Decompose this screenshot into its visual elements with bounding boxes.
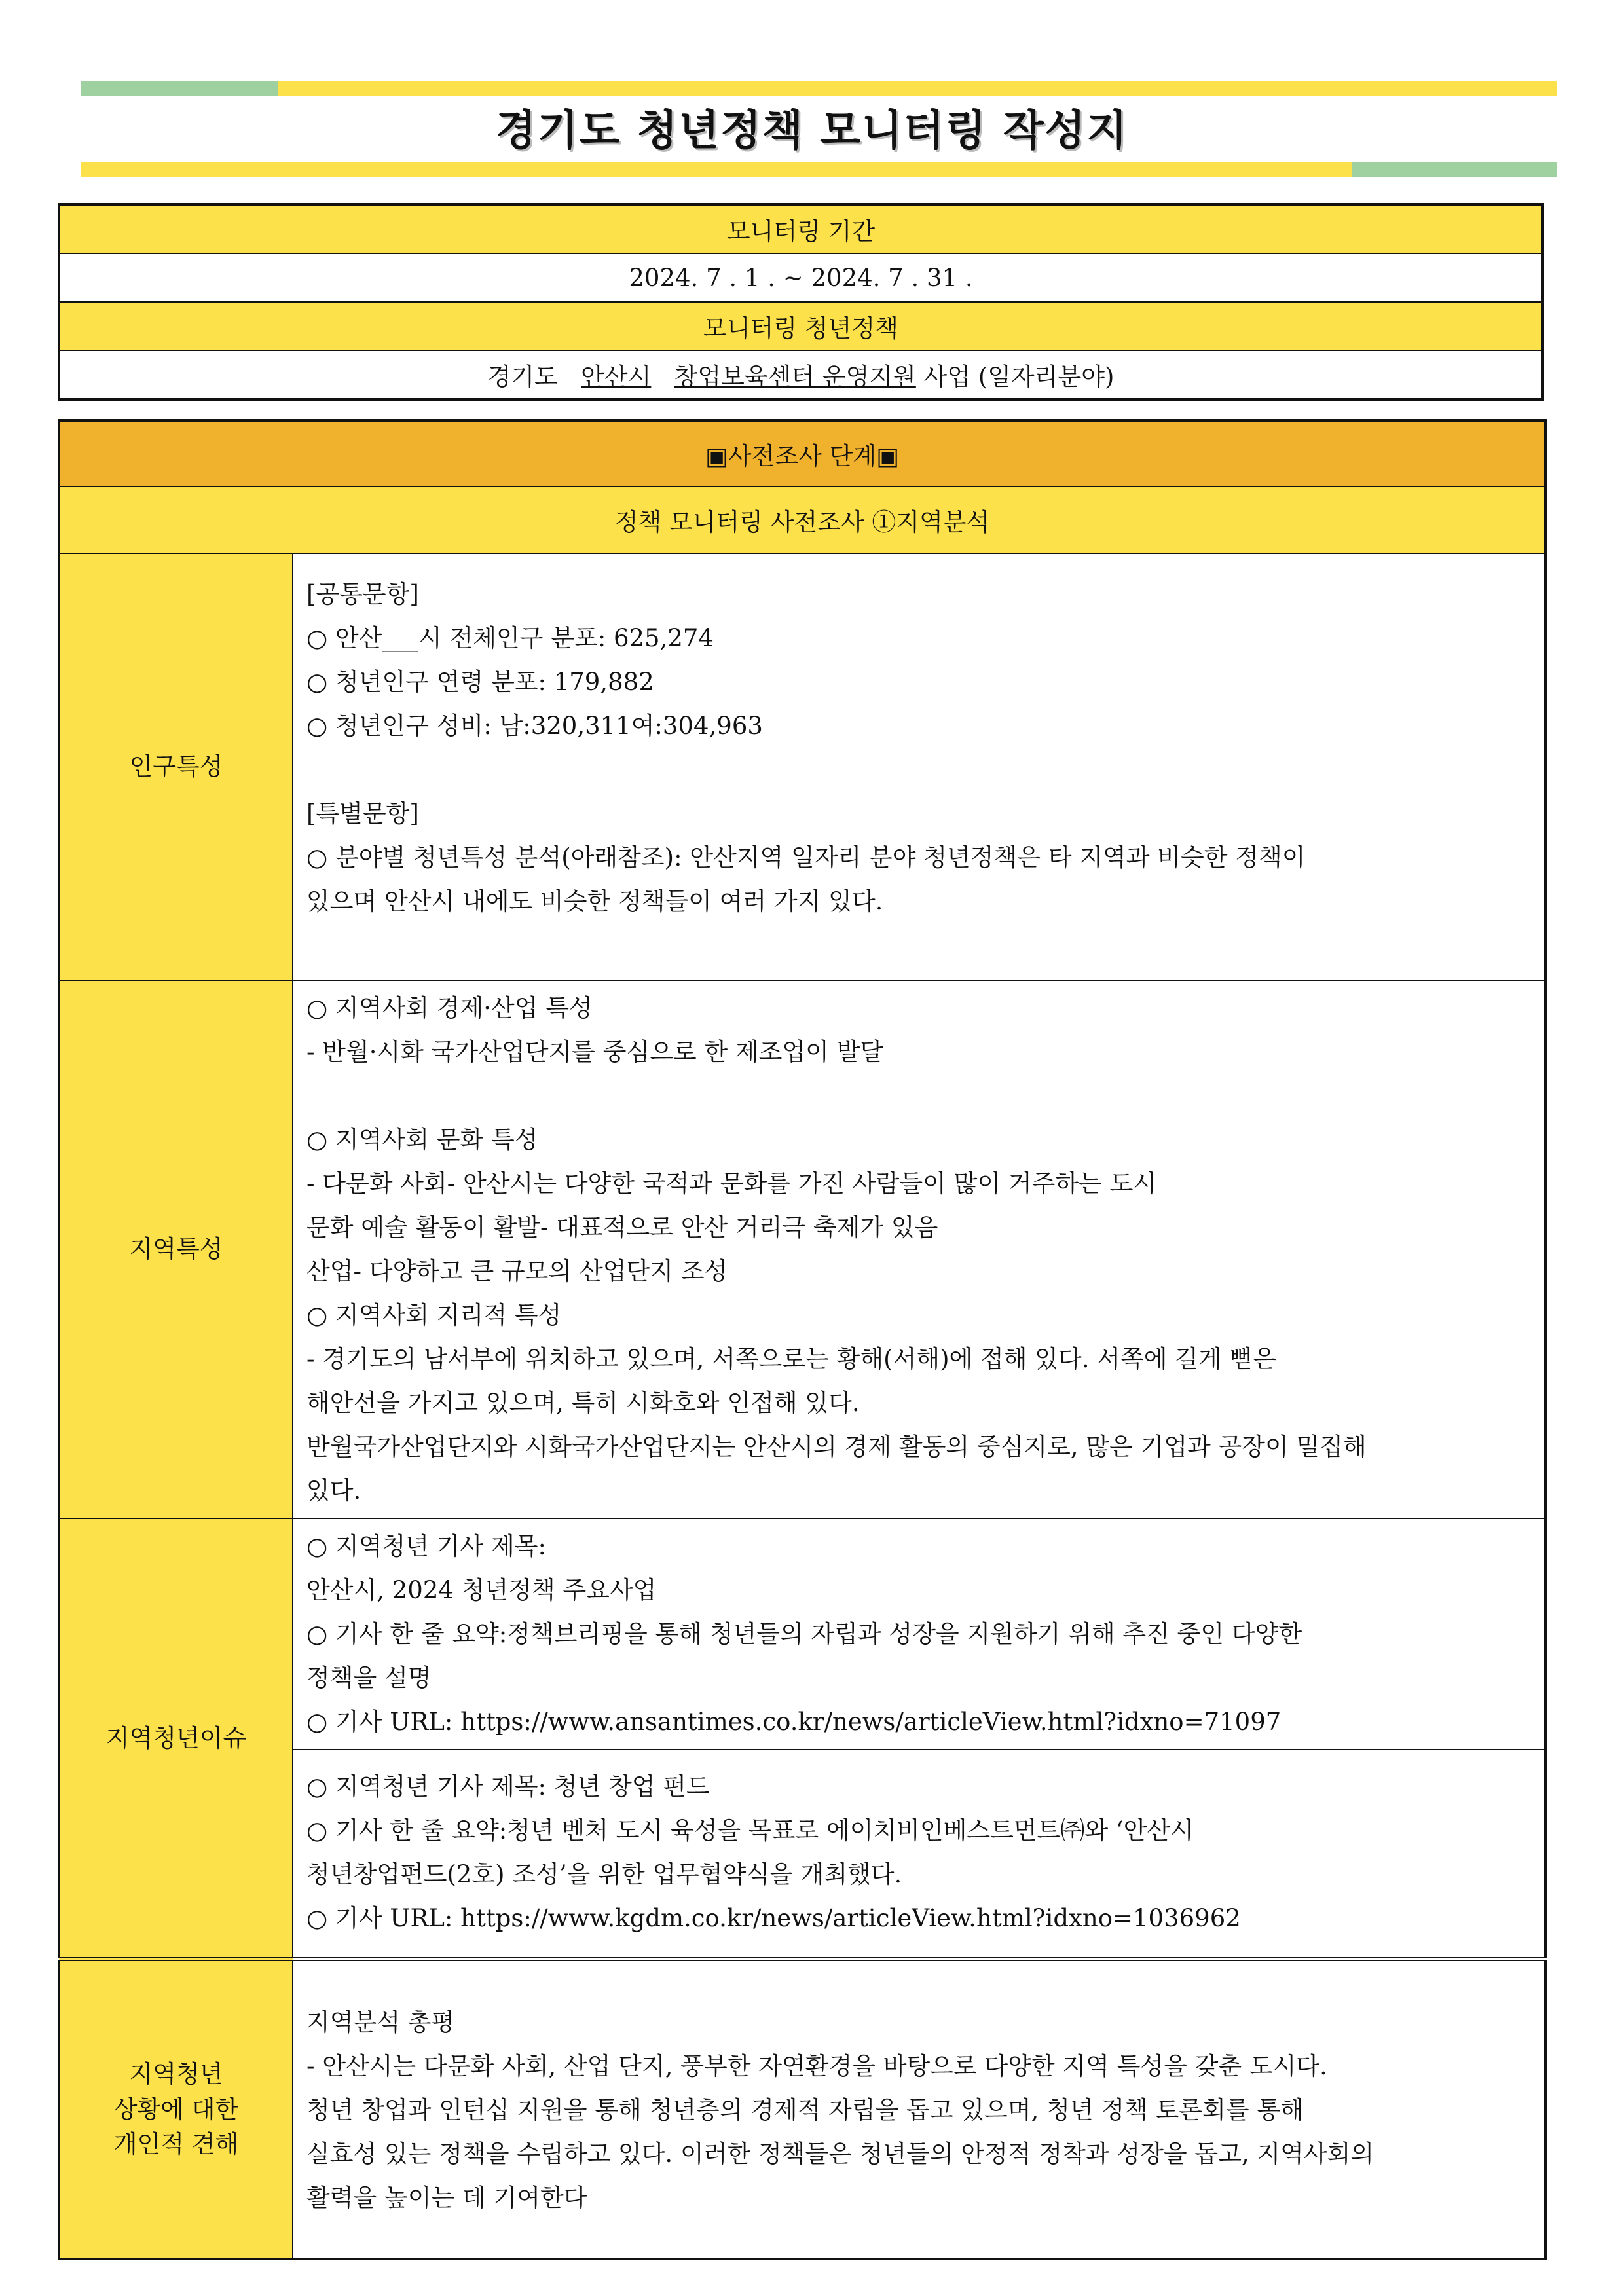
opinion-label: [59, 1959, 293, 2259]
policy-value: [59, 350, 1543, 399]
stage-header: ▣사전조사 단계▣: [59, 420, 1545, 487]
policy-label: 모니터링 청년정책: [59, 302, 1543, 350]
opinion-label-line: 개인적 견해: [113, 2130, 239, 2159]
region-line: ○ 지역사회 경제·산업 특성: [306, 994, 593, 1022]
region-line: 반월국가산업단지와 시화국가산업단지는 안산시의 경제 활동의 중심지로, 많은 기업과 공장이 밀집해: [306, 1433, 1367, 1461]
opinion-line: 활력을 높이는 데 기여한다: [306, 2184, 587, 2212]
stage-subheader: 정책 모니터링 사전조사 ①지역분석: [59, 487, 1545, 553]
bottom-bar-green: [1352, 162, 1557, 177]
spacer: [306, 1074, 1531, 1118]
region-line: 있다.: [306, 1477, 361, 1505]
analysis-table: [58, 419, 1547, 2260]
article2-line: ○ 지역청년 기사 제목: 청년 창업 펀드: [306, 1772, 710, 1801]
info-table: [58, 203, 1544, 401]
issues-label: 지역청년이슈: [59, 1518, 293, 1959]
region-line: - 반월·시화 국가산업단지를 중심으로 한 제조업이 발달: [306, 1038, 884, 1066]
policy-city: 안산시: [581, 363, 652, 391]
top-bar-green: [81, 81, 278, 96]
article1-line: ○ 기사 URL: https://www.ansantimes.co.kr/news/articleView.html?idxno=71097: [306, 1708, 1282, 1736]
region-line: - 다문화 사회- 안산시는 다양한 국적과 문화를 가진 사람들이 많이 거주하는 도시: [306, 1169, 1157, 1198]
spacer: [306, 748, 1531, 792]
opinion-line: 청년 창업과 인턴십 지원을 통해 청년층의 경제적 자립을 돕고 있으며, 청년 정책 토론회를 통해: [306, 2096, 1304, 2124]
population-line: [특별문항]: [306, 799, 419, 828]
period-value: 2024. 7 . 1 . ~ 2024. 7 . 31 .: [59, 253, 1543, 302]
opinion-content: [293, 1959, 1545, 2259]
population-line: ○ 청년인구 성비: 남:320,311여:304,963: [306, 712, 763, 740]
opinion-label-line: 상황에 대한: [113, 2095, 239, 2123]
region-line: ○ 지역사회 문화 특성: [306, 1126, 538, 1154]
population-content: [293, 553, 1545, 980]
policy-name: 창업보육센터 운영지원: [674, 363, 916, 391]
article1-content: [293, 1518, 1545, 1750]
bottom-bar-yellow: [81, 162, 1352, 177]
opinion-label-line: 지역청년: [129, 2060, 223, 2089]
article2-line: ○ 기사 URL: https://www.kgdm.co.kr/news/articleView.html?idxno=1036962: [306, 1904, 1241, 1932]
population-line: 있으며 안산시 내에도 비슷한 정책들이 여러 가지 있다.: [306, 887, 883, 915]
page-title: 경기도 청년정책 모니터링 작성지: [495, 107, 1129, 155]
population-label: 인구특성: [59, 553, 293, 980]
opinion-line: 지역분석 총평: [306, 2008, 455, 2036]
region-line: - 경기도의 남서부에 위치하고 있으며, 서쪽으로는 황해(서해)에 접해 있다. 서쪽에 길게 뻗은: [306, 1345, 1276, 1373]
region-line: 해안선을 가지고 있으며, 특히 시화호와 인접해 있다.: [306, 1389, 860, 1417]
region-line: ○ 지역사회 지리적 특성: [306, 1301, 562, 1329]
region-content: [293, 980, 1545, 1518]
population-line: ○ 분야별 청년특성 분석(아래참조): 안산지역 일자리 분야 청년정책은 타 지역과 비슷한 정책이: [306, 843, 1306, 872]
opinion-line: - 안산시는 다문화 사회, 산업 단지, 풍부한 자연환경을 바탕으로 다양한 지역 특성을 갖춘 도시다.: [306, 2052, 1327, 2080]
article1-line: 정책을 설명: [306, 1664, 432, 1692]
article1-line: 안산시, 2024 청년정책 주요사업: [306, 1576, 657, 1604]
article2-line: 청년창업펀드(2호) 조성’을 위한 업무협약식을 개최했다.: [306, 1860, 902, 1888]
article2-line: ○ 기사 한 줄 요약:청년 벤처 도시 육성을 목표로 에이치비인베스트먼트㈜와 ‘안산시: [306, 1816, 1194, 1845]
period-label: 모니터링 기간: [59, 204, 1543, 253]
article1-line: ○ 지역청년 기사 제목:: [306, 1532, 546, 1560]
region-line: 산업- 다양하고 큰 규모의 산업단지 조성: [306, 1257, 728, 1285]
population-line: ○ 청년인구 연령 분포: 179,882: [306, 668, 654, 696]
population-line: ○ 안산___시 전체인구 분포: 625,274: [306, 624, 714, 652]
policy-prefix: 경기도: [487, 363, 558, 391]
top-bar-yellow: [278, 81, 1557, 96]
policy-suffix: 사업 (일자리분야): [923, 363, 1115, 391]
article1-line: ○ 기사 한 줄 요약:정책브리핑을 통해 청년들의 자립과 성장을 지원하기 위해 추진 중인 다양한: [306, 1620, 1302, 1648]
region-line: 문화 예술 활동이 활발- 대표적으로 안산 거리극 축제가 있음: [306, 1213, 938, 1241]
article2-content: [293, 1750, 1545, 1959]
region-label: 지역특성: [59, 980, 293, 1518]
population-line: [공통문항]: [306, 580, 419, 608]
opinion-line: 실효성 있는 정책을 수립하고 있다. 이러한 정책들은 청년들의 안정적 정착과 성장을 돕고, 지역사회의: [306, 2140, 1375, 2168]
